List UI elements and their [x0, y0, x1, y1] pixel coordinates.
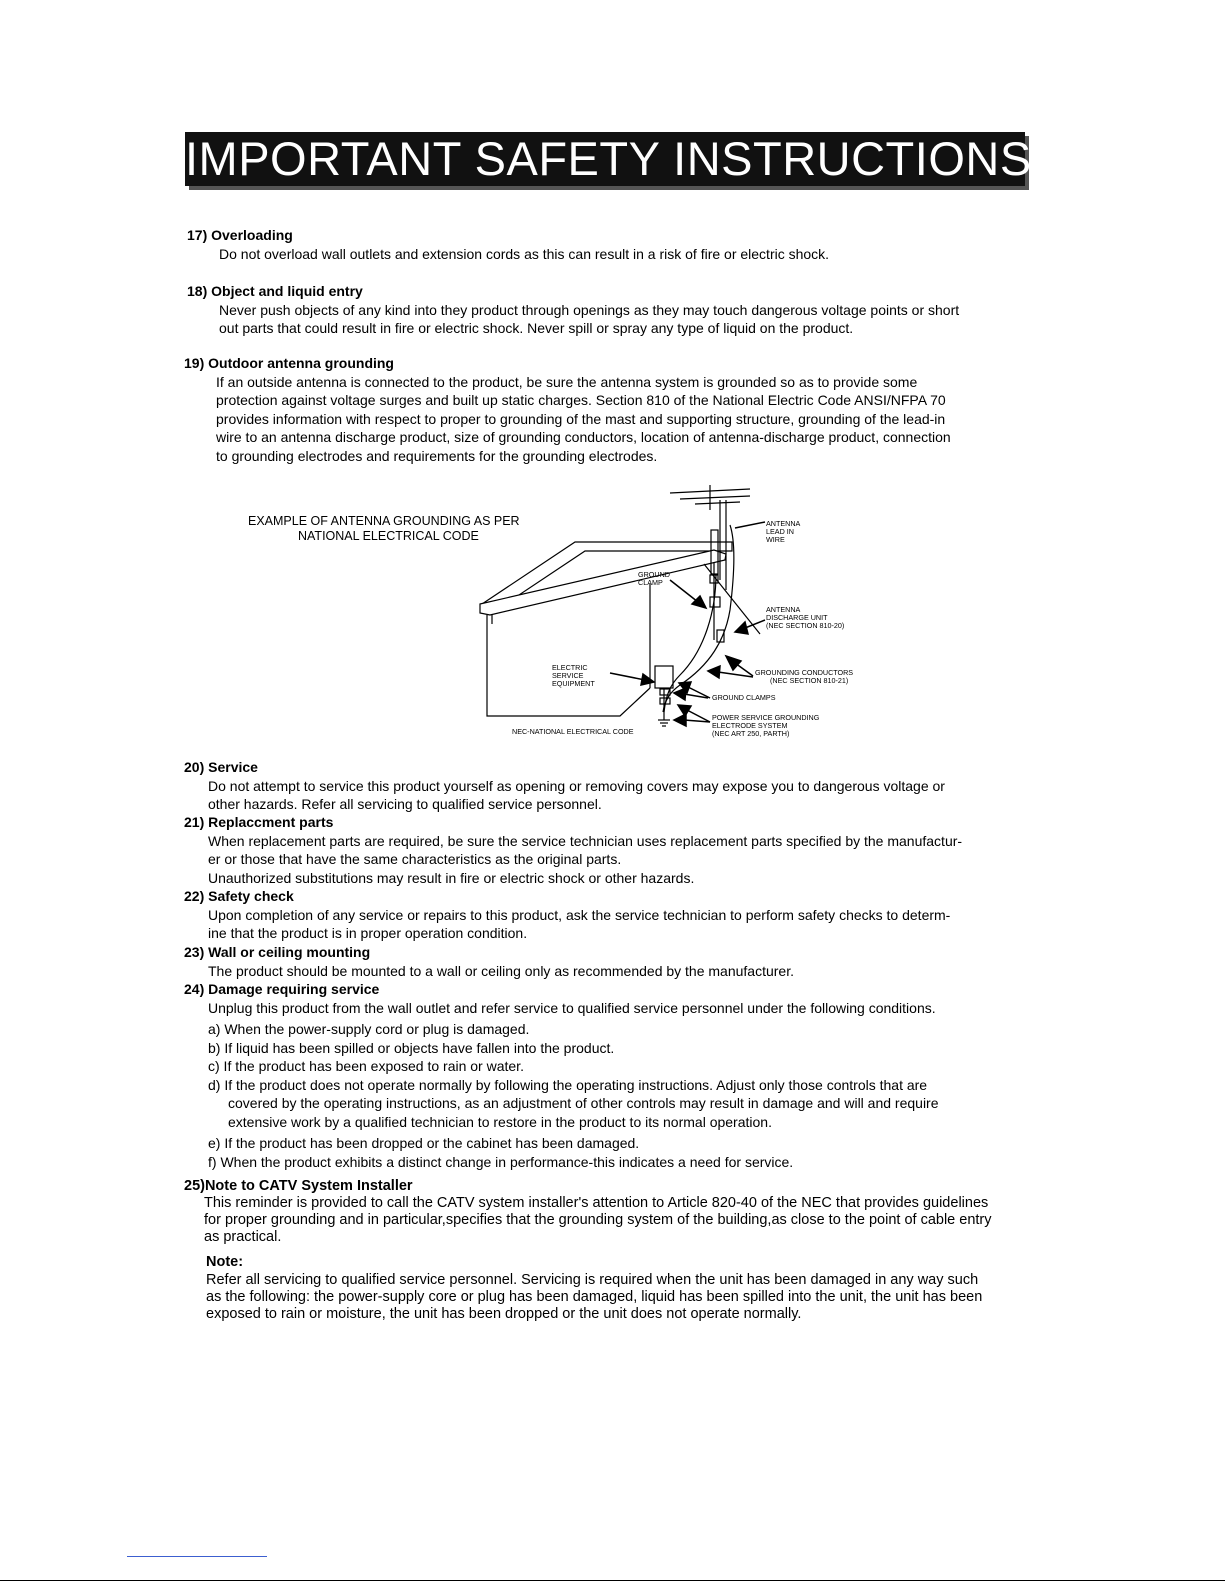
section-title: 25)Note to CATV System Installer	[184, 1178, 413, 1194]
footer-link-underline	[127, 1556, 267, 1557]
section-text-line: er or those that have the same characteristics as the original parts.	[208, 851, 622, 867]
label-grounding-conductors: GROUNDING CONDUCTORS	[755, 668, 854, 677]
list-item: covered by the operating instructions, as an adjustment of other controls may result in damage and will and require	[228, 1095, 939, 1111]
section-text-line: If an outside antenna is connected to the product, be sure the antenna system is grounded so as to provide some	[216, 373, 918, 390]
label-electric-service: SERVICE	[552, 671, 584, 680]
label-discharge-unit: DISCHARGE UNIT	[766, 613, 828, 622]
section-text-line: provides information with respect to proper to grounding of the mast and supporting structure, grounding of the lead-in	[216, 410, 946, 427]
section-text-line: out parts that could result in fire or electric shock. Never spill or spray any type of liquid on the product.	[219, 320, 854, 336]
section-24	[184, 980, 1024, 1171]
section-20	[184, 758, 1024, 814]
diagram-caption: EXAMPLE OF ANTENNA GROUNDING AS PER	[248, 514, 520, 528]
section-number: 24)	[184, 981, 205, 997]
section-19	[184, 354, 1024, 465]
section-text-line: for proper grounding and in particular,specifies that the grounding system of the building,as close to the point of cable entry	[204, 1212, 992, 1228]
section-number: 17)	[187, 227, 208, 243]
section-text-line: Never push objects of any kind into they product through openings as they may touch dangerous voltage points or short	[219, 301, 960, 318]
label-power-service: ELECTRODE SYSTEM	[712, 721, 788, 730]
section-text-line: The product should be mounted to a wall or ceiling only as recommended by the manufacturer.	[208, 962, 794, 979]
section-text-line: Do not attempt to service this product yourself as opening or removing covers may expose you to dangerous voltage or	[208, 777, 945, 794]
label-ground-clamps: GROUND CLAMPS	[712, 693, 776, 702]
label-discharge-unit: ANTENNA	[766, 605, 801, 614]
page-bottom-divider	[0, 1580, 1225, 1581]
label-electric-service: EQUIPMENT	[552, 679, 595, 688]
label-antenna-lead-in: ANTENNA	[766, 519, 801, 528]
section-17	[187, 226, 1027, 263]
section-text-line: protection against voltage surges and built up static charges. Section 810 of the National Electric Code ANSI/NFPA 70	[216, 392, 946, 408]
section-title: Outdoor antenna grounding	[208, 355, 394, 371]
section-number: 20)	[184, 759, 205, 775]
section-text-line: When replacement parts are required, be sure the service technician uses replacement parts specified by the manufactur-	[208, 832, 963, 849]
label-electric-service: ELECTRIC	[552, 663, 588, 672]
section-title: Object and liquid entry	[211, 283, 363, 299]
section-text-line: other hazards. Refer all servicing to qualified service personnel.	[208, 796, 602, 812]
section-title: Overloading	[211, 227, 293, 243]
label-antenna-lead-in: WIRE	[766, 535, 785, 544]
section-text-line: This reminder is provided to call the CATV system installer's attention to Article 820-40 of the NEC that provides guidelines	[204, 1195, 989, 1211]
section-number: 18)	[187, 283, 208, 299]
section-number: 19)	[184, 355, 205, 371]
section-18	[187, 282, 1027, 338]
list-item: c) If the product has been exposed to rain or water.	[208, 1058, 524, 1074]
label-power-service: POWER SERVICE GROUNDING	[712, 713, 820, 722]
section-text-line: to grounding electrodes and requirements for the grounding electrodes.	[216, 447, 658, 464]
section-title: Wall or ceiling mounting	[208, 944, 371, 960]
list-item: b) If liquid has been spilled or objects have fallen into the product.	[208, 1039, 615, 1056]
label-grounding-conductors: (NEC SECTION 810-21)	[770, 676, 849, 685]
section-text-line: ine that the product is in proper operation condition.	[208, 925, 528, 941]
section-text-line: as practical.	[204, 1229, 282, 1245]
list-item: a) When the power-supply cord or plug is damaged.	[208, 1021, 530, 1037]
antenna-grounding-diagram	[240, 480, 880, 750]
section-21	[184, 813, 1024, 887]
note-text-line: exposed to rain or moisture, the unit has been dropped or the unit does not operate normally.	[206, 1306, 802, 1322]
section-text-line: wire to an antenna discharge product, size of grounding conductors, location of antenna-discharge product, connection	[216, 429, 951, 445]
section-title: Replaccment parts	[208, 814, 334, 830]
label-power-service: (NEC ART 250, PARTH)	[712, 729, 790, 738]
section-title: Damage requiring service	[208, 981, 380, 997]
list-item: d) If the product does not operate normally by following the operating instructions. Adjust only those controls that are	[208, 1076, 928, 1093]
list-item: e) If the product has been dropped or the cabinet has been damaged.	[208, 1135, 640, 1151]
section-number: 21)	[184, 814, 205, 830]
section-text-line: Upon completion of any service or repairs to this product, ask the service technician to perform safety checks to determ-	[208, 906, 951, 923]
note-title: Note:	[206, 1254, 244, 1270]
note-block	[206, 1254, 1036, 1323]
page-banner-title: IMPORTANT SAFETY INSTRUCTIONS	[185, 132, 1032, 185]
note-text-line: as the following: the power-supply core or plug has been damaged, liquid has been spilled into the unit, the unit has been	[206, 1289, 983, 1305]
section-text-line: Unplug this product from the wall outlet and refer service to qualified service personnel under the following conditions.	[208, 999, 936, 1016]
list-item: f) When the product exhibits a distinct change in performance-this indicates a need for service.	[208, 1153, 794, 1170]
section-number: 22)	[184, 888, 205, 904]
label-ground-clamp: GROUND	[638, 570, 670, 579]
label-antenna-lead-in: LEAD IN	[766, 527, 794, 536]
section-text-line: Unauthorized substitutions may result in fire or electric shock or other hazards.	[208, 869, 695, 886]
section-number: 23)	[184, 944, 205, 960]
section-22	[184, 887, 1024, 943]
label-ground-clamp: CLAMP	[638, 578, 663, 587]
diagram-caption: NATIONAL ELECTRICAL CODE	[298, 529, 479, 543]
section-25	[184, 1178, 1044, 1246]
note-text-line: Refer all servicing to qualified service personnel. Servicing is required when the unit has been damaged in any way such	[206, 1272, 979, 1288]
label-discharge-unit: (NEC SECTION 810-20)	[766, 621, 845, 630]
section-text-line: Do not overload wall outlets and extension cords as this can result in a risk of fire or electric shock.	[219, 245, 830, 262]
label-nec: NEC-NATIONAL ELECTRICAL CODE	[512, 727, 634, 736]
list-item: extensive work by a qualified technician to restore in the product to its normal operation.	[228, 1113, 772, 1130]
section-23	[184, 943, 1024, 980]
section-title: Safety check	[208, 888, 294, 904]
section-title: Service	[208, 759, 258, 775]
